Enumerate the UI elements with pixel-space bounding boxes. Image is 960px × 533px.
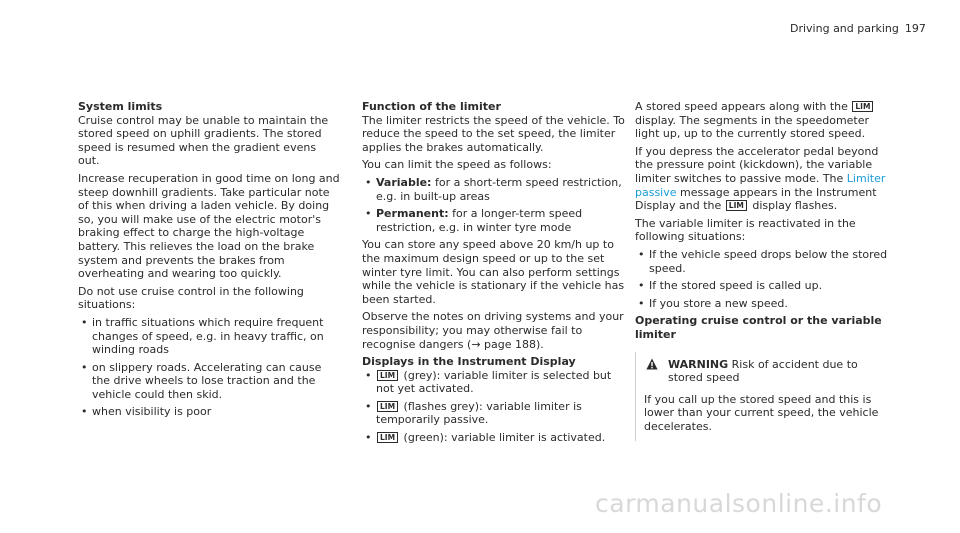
- paragraph: If you depress the accelerator pedal beyond the pressure point (kickdown), the variable limiter switches to passive mode. The Limiter passive message appears in the Instrument Display and the LIM display flashes.: [635, 144, 886, 213]
- paragraph: Increase recuperation in good time on long and steep downhill gradients. Take particular note of this when driving a laden vehicle. By doing so, you will make use of the electric motor's braking effect to charge the high-voltage battery. This relieves the load on the brake system and prevents the brakes from overheating and wearing too quickly.: [78, 171, 340, 281]
- bullet-icon: •: [365, 431, 372, 445]
- warning-label: WARNING: [668, 357, 729, 371]
- page-number: 197: [904, 22, 926, 35]
- bullet-icon: •: [638, 296, 645, 310]
- arrow-icon: →: [471, 337, 481, 351]
- warning-header: WARNING Risk of accident due to stored speed: [644, 358, 890, 385]
- bullet-icon: •: [365, 399, 372, 413]
- list-item: • when visibility is poor: [81, 405, 212, 419]
- paragraph: You can store any speed above 20 km/h up to the maximum design speed or up to the set winter tyre limit. You can also perform settings while the vehicle is stationary if the vehicle has been started.: [362, 238, 625, 306]
- paragraph: A stored speed appears along with the LIM display. The segments in the speedometer light up, up to the currently stored speed.: [635, 100, 890, 141]
- list-item: • Variable: for a short-term speed restriction, e.g. in built-up areas: [365, 175, 622, 203]
- paragraph: The limiter restricts the speed of the vehicle. To reduce the speed to the set speed, the limiter applies the brakes automatically.: [362, 113, 625, 154]
- list-item: • Permanent: for a longer-term speed restriction, e.g. in winter tyre mode: [365, 207, 583, 234]
- bullet-icon: •: [638, 247, 645, 261]
- column-limiter-display: [635, 100, 890, 441]
- column-system-limits: [78, 100, 340, 423]
- situations-list: [78, 316, 340, 419]
- bullet-icon: •: [81, 315, 88, 329]
- paragraph: Do not use cruise control in the following situations:: [78, 284, 304, 312]
- limit-modes-list: [362, 176, 626, 234]
- system-limits-heading: System limits: [78, 100, 163, 113]
- column-limiter-function: [362, 100, 626, 449]
- page-header: [790, 22, 926, 36]
- bullet-icon: •: [365, 207, 372, 221]
- bullet-icon: •: [81, 360, 88, 374]
- displays-heading: Displays in the Instrument Display: [362, 355, 576, 369]
- lim-symbol-icon: LIM: [852, 101, 873, 112]
- warning-triangle-icon: [646, 358, 658, 370]
- bullet-icon: •: [365, 368, 372, 382]
- list-item: • LIM (green): variable limiter is activated.: [365, 431, 606, 445]
- bullet-icon: •: [81, 405, 88, 419]
- page-reference-link[interactable]: page 188).: [480, 337, 544, 351]
- limiter-function-heading: Function of the limiter: [362, 100, 501, 113]
- paragraph: Observe the notes on driving systems and your responsibility; you may otherwise fail to recognise dangers (→ page 188).: [362, 310, 624, 351]
- list-item: • If you store a new speed.: [638, 296, 788, 310]
- operating-heading: Operating cruise control or the variable limiter: [635, 314, 882, 341]
- warning-box: [635, 352, 890, 442]
- lim-symbol-icon: LIM: [377, 432, 398, 443]
- warning-body: If you call up the stored speed and this is lower than your current speed, the vehicle decelerates.: [644, 392, 879, 433]
- list-item: • LIM (flashes grey): variable limiter is temporarily passive.: [365, 399, 582, 427]
- reactivation-list: [635, 248, 890, 310]
- list-item: • If the vehicle speed drops below the stored speed.: [638, 247, 888, 275]
- display-states-list: [362, 369, 626, 445]
- paragraph: Cruise control may be unable to maintain the stored speed on uphill gradients. The stored speed is resumed when the gradient evens out.: [78, 113, 329, 168]
- bullet-icon: •: [638, 279, 645, 293]
- lim-symbol-icon: LIM: [377, 401, 398, 412]
- lim-symbol-icon: LIM: [377, 370, 398, 381]
- list-item: • in traffic situations which require frequent changes of speed, e.g. in heavy traffic, on winding roads: [81, 315, 324, 357]
- watermark: carmanualsonline.info: [595, 489, 883, 518]
- list-item: • If the stored speed is called up.: [638, 279, 823, 293]
- lim-symbol-icon: LIM: [726, 200, 747, 211]
- list-item: • LIM (grey): variable limiter is selected but not yet activated.: [365, 368, 612, 396]
- list-item: • on slippery roads. Accelerating can cause the drive wheels to lose traction and the vehicle could then skid.: [81, 360, 322, 401]
- limiter-passive-message: Limiter passive: [635, 171, 886, 199]
- section-title: Driving and parking: [790, 22, 899, 35]
- paragraph: You can limit the speed as follows:: [362, 158, 552, 172]
- bullet-icon: •: [365, 175, 372, 189]
- paragraph: The variable limiter is reactivated in the following situations:: [635, 216, 856, 244]
